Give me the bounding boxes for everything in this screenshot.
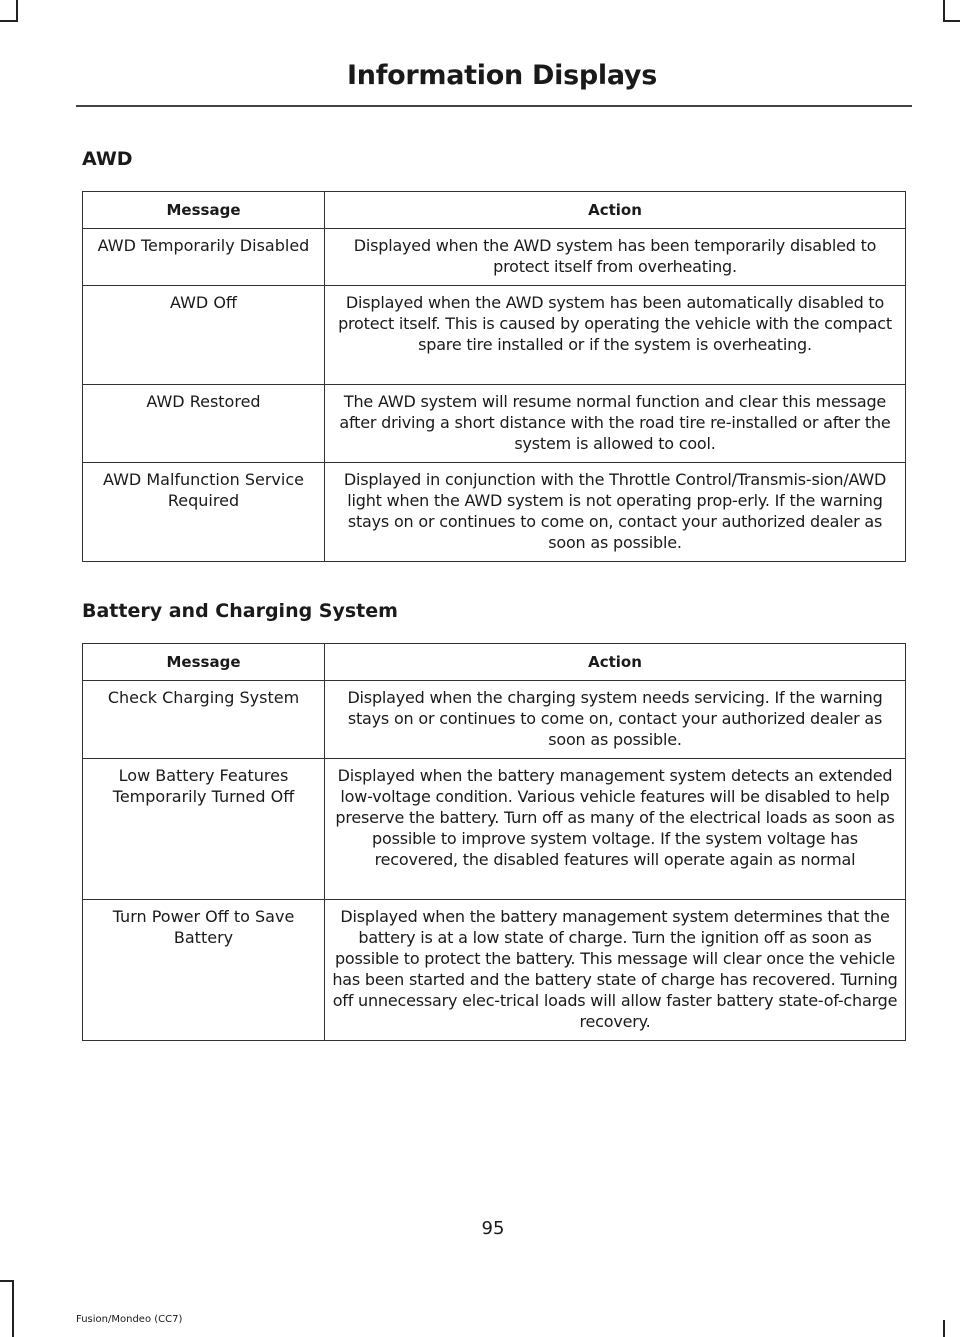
message-cell: AWD Temporarily Disabled	[83, 229, 325, 286]
footer-model-label: Fusion/Mondeo (CC7)	[76, 1314, 183, 1325]
table-row	[83, 286, 906, 385]
table-row	[83, 229, 906, 286]
table-header-row	[83, 192, 906, 229]
table-row	[83, 463, 906, 562]
message-cell: Check Charging System	[83, 681, 325, 759]
action-cell: Displayed when the AWD system has been automatically disabled to protect itself. This is caused by operating the vehicle with the compact spare tire installed or if the system is overheating.	[325, 286, 906, 385]
action-cell: The AWD system will resume normal function and clear this message after driving a short distance with the road tire re-installed or after the system is allowed to cool.	[325, 385, 906, 463]
table-row	[83, 681, 906, 759]
page-number: 95	[481, 1218, 505, 1239]
header-divider	[76, 105, 912, 107]
crop-mark-top-left	[16, 0, 18, 22]
action-cell: Displayed when the battery management system determines that the battery is at a low state of charge. Turn the ignition off as soon as possible to protect the battery. This message will clear once the vehicle has been started and the battery state of charge has recovered. Turning off unnecessary elec-trical loads will allow faster battery state-of-charge recovery.	[325, 900, 906, 1041]
action-cell: Displayed when the charging system needs servicing. If the warning stays on or continues to come on, contact your authorized dealer as soon as possible.	[325, 681, 906, 759]
message-cell: Turn Power Off to Save Battery	[83, 900, 325, 1041]
crop-mark-bottom-left-h	[0, 1280, 14, 1282]
crop-mark-top-right-h	[943, 20, 960, 22]
table-row	[83, 385, 906, 463]
action-cell: Displayed in conjunction with the Throttle Control/Transmis-sion/AWD light when the AWD system is not operating prop-erly. If the warning stays on or continues to come on, contact your authorized dealer as soon as possible.	[325, 463, 906, 562]
section-heading-awd: AWD	[82, 148, 133, 170]
column-header-action: Action	[325, 192, 906, 229]
crop-mark-top-right	[943, 0, 945, 22]
message-cell: AWD Restored	[83, 385, 325, 463]
action-cell: Displayed when the AWD system has been temporarily disabled to protect itself from overheating.	[325, 229, 906, 286]
page-title: Information Displays	[347, 60, 657, 91]
column-header-action: Action	[325, 644, 906, 681]
crop-mark-bottom-right	[943, 1320, 945, 1337]
message-cell: AWD Off	[83, 286, 325, 385]
table-row	[83, 759, 906, 900]
crop-mark-top-left-h	[0, 20, 18, 22]
crop-mark-bottom-left	[12, 1280, 14, 1337]
battery-message-table	[82, 643, 906, 1041]
column-header-message: Message	[83, 192, 325, 229]
message-cell: AWD Malfunction Service Required	[83, 463, 325, 562]
message-cell: Low Battery Features Temporarily Turned Off	[83, 759, 325, 900]
awd-message-table	[82, 191, 906, 562]
section-heading-battery: Battery and Charging System	[82, 600, 398, 622]
column-header-message: Message	[83, 644, 325, 681]
table-row	[83, 900, 906, 1041]
action-cell: Displayed when the battery management system detects an extended low-voltage condition. Various vehicle features will be disabled to help preserve the battery. Turn off as many of the electrical loads as soon as possible to improve system voltage. If the system voltage has recovered, the disabled features will operate again as normal	[325, 759, 906, 900]
table-header-row	[83, 644, 906, 681]
